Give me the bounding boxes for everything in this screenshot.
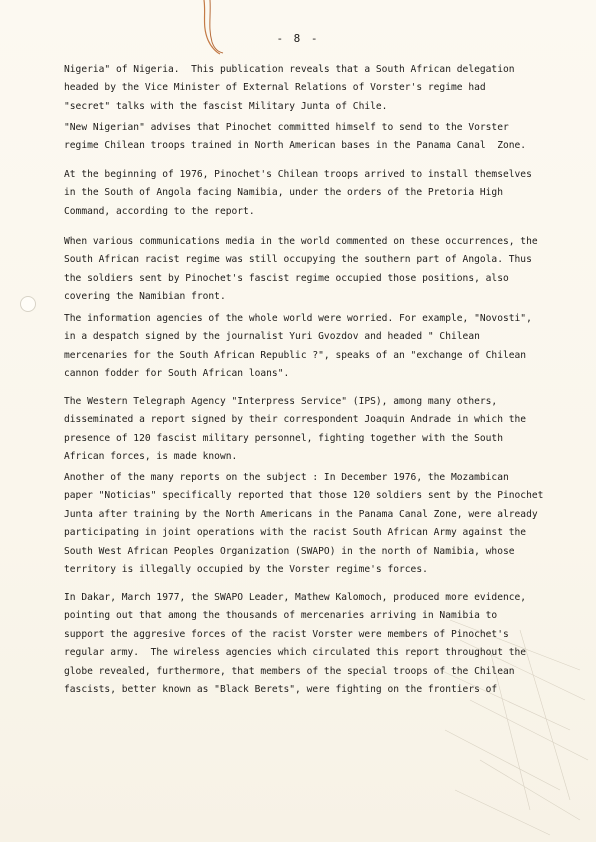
- paragraph-5: [64, 310, 564, 384]
- text-line: The information agencies of the whole world were worried. For example, "Novosti",: [64, 313, 532, 324]
- text-line: "New Nigerian" advises that Pinochet committed himself to send to the Vorster: [64, 122, 509, 133]
- paragraph-7: [64, 469, 564, 579]
- paragraph-1: [64, 61, 564, 116]
- text-line: presence of 120 fascist military personnel, fighting together with the South: [64, 432, 503, 444]
- text-line: Another of the many reports on the subject : In December 1976, the Mozambican: [64, 472, 509, 483]
- text-line: Command, according to the report.: [64, 205, 255, 217]
- text-line: paper "Noticias" specifically reported that those 120 soldiers sent by the Pinochet: [64, 490, 544, 502]
- text-line: African forces, is made known.: [64, 451, 238, 463]
- text-line: South West African Peoples Organization (SWAPO) in the north of Namibia, whose: [64, 545, 515, 557]
- text-line: territory is illegally occupied by the Vorster regime's forces.: [64, 563, 428, 575]
- punch-hole: [20, 296, 36, 312]
- text-line: covering the Namibian front.: [64, 291, 226, 303]
- paragraph-3: [64, 166, 564, 221]
- text-line: At the beginning of 1976, Pinochet's Chilean troops arrived to install themselves: [64, 169, 532, 180]
- text-line: disseminated a report signed by their correspondent Joaquin Andrade in which the: [64, 414, 527, 426]
- text-line: headed by the Vice Minister of External Relations of Vorster's regime had: [64, 82, 486, 94]
- text-line: In Dakar, March 1977, the SWAPO Leader, Mathew Kalomoch, produced more evidence,: [64, 592, 527, 603]
- text-line: When various communications media in the world commented on these occurrences, the: [64, 236, 538, 247]
- staple-mark: [196, 0, 226, 60]
- text-line: support the aggresive forces of the racist Vorster were members of Pinochet's: [64, 628, 509, 640]
- text-line: Nigeria" of Nigeria. This publication reveals that a South African delegation: [64, 64, 515, 75]
- text-line: "secret" talks with the fascist Military Junta of Chile.: [64, 100, 388, 112]
- text-line: Junta after training by the North Americans in the Panama Canal Zone, were already: [64, 508, 538, 520]
- text-line: fascists, better known as "Black Berets", were fighting on the frontiers of: [64, 683, 498, 695]
- paragraph-8: [64, 589, 564, 699]
- text-line: South African racist regime was still occupying the southern part of Angola. Thus: [64, 254, 532, 266]
- text-line: cannon fodder for South African loans".: [64, 368, 290, 380]
- text-line: participating in joint operations with the racist South African Army against the: [64, 527, 527, 539]
- paragraph-2: [64, 119, 564, 156]
- page-number: - 8 -: [276, 32, 320, 45]
- text-line: mercenaries for the South African Republic ?", speaks of an "exchange of Chilean: [64, 349, 527, 361]
- text-line: in the South of Angola facing Namibia, under the orders of the Pretoria High: [64, 187, 503, 199]
- paragraph-4: [64, 233, 564, 307]
- text-line: the soldiers sent by Pinochet's fascist regime occupied those positions, also: [64, 272, 509, 284]
- text-line: globe revealed, furthermore, that members of the special troops of the Chilean: [64, 665, 515, 677]
- text-line: regime Chilean troops trained in North American bases in the Panama Canal Zone.: [64, 140, 527, 152]
- text-line: in a despatch signed by the journalist Yuri Gvozdov and headed " Chilean: [64, 331, 480, 343]
- text-line: The Western Telegraph Agency "Interpress Service" (IPS), among many others,: [64, 396, 498, 407]
- text-line: regular army. The wireless agencies which circulated this report throughout the: [64, 647, 527, 659]
- paragraph-6: [64, 393, 564, 467]
- text-line: pointing out that among the thousands of mercenaries arriving in Namibia to: [64, 610, 498, 622]
